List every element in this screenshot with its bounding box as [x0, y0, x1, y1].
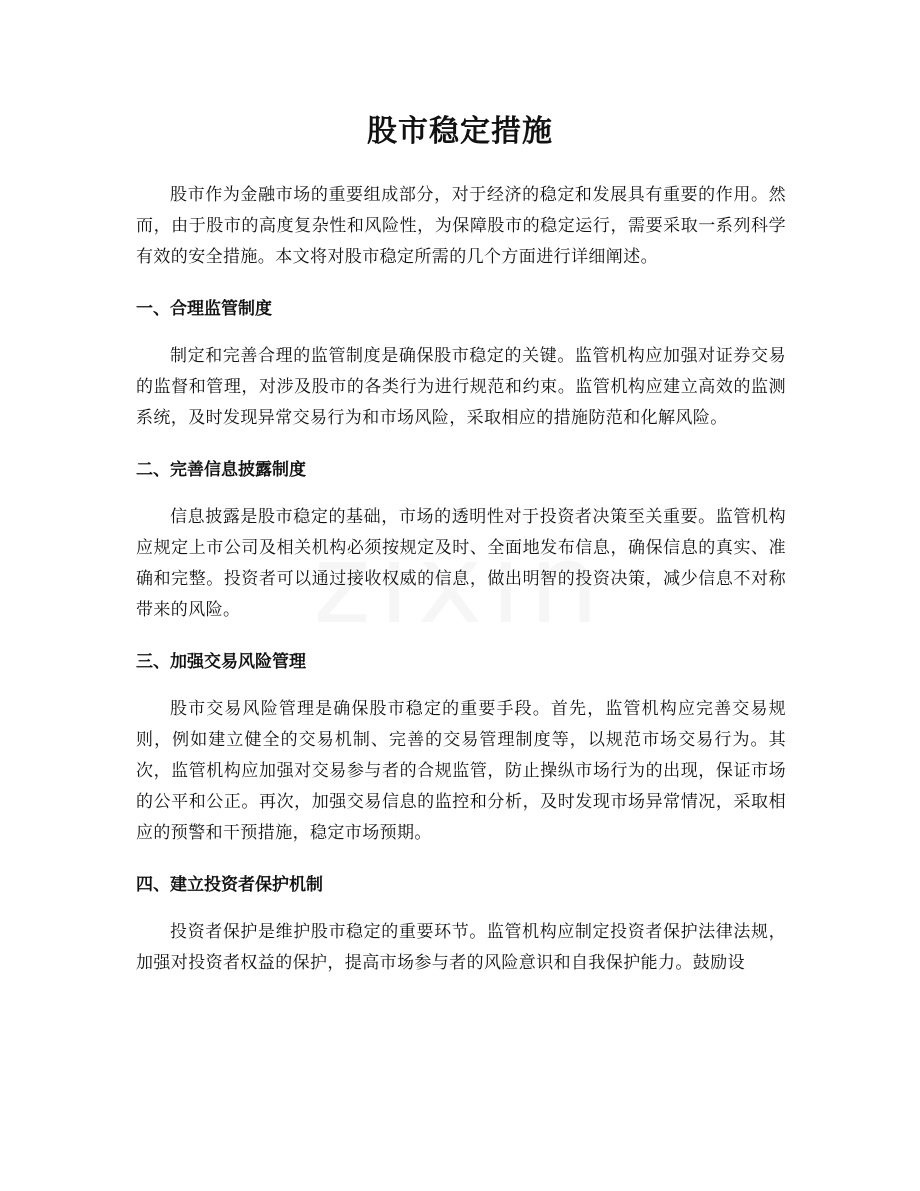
- section-body-2: 信息披露是股市稳定的基础，市场的透明性对于投资者决策至关重要。监管机构应规定上市公司及相关机构必须按规定及时、全面地发布信息，确保信息的真实、准确和完整。投资者可以通过接收权威的信息，做出明智的投资决策，减少信息不对称带来的风险。: [136, 507, 786, 620]
- section-heading-1: 一、合理监管制度: [136, 299, 272, 319]
- page-title: 股市稳定措施: [367, 114, 553, 149]
- section-body-3: 股市交易风险管理是确保股市稳定的重要手段。首先，监管机构应完善交易规则，例如建立健全的交易机制、完善的交易管理制度等，以规范市场交易行为。其次，监管机构应加强对交易参与者的合规监管，防止操纵市场行为的出现，保证市场的公平和公正。再次，加强交易信息的监控和分析，及时发现市场异常情况，采取相应的预警和干预措施，稳定市场预期。: [136, 699, 786, 843]
- document-body: [136, 180, 786, 979]
- section-heading-3: 三、加强交易风险管理: [136, 652, 306, 672]
- intro-paragraph: 股市作为金融市场的重要组成部分，对于经济的稳定和发展具有重要的作用。然而，由于股市的高度复杂性和风险性，为保障股市的稳定运行，需要采取一系列科学有效的安全措施。本文将对股市稳定所需的几个方面进行详细阐述。: [136, 185, 786, 267]
- section-body-4: 投资者保护是维护股市稳定的重要环节。监管机构应制定投资者保护法律法规，加强对投资者权益的保护，提高市场参与者的风险意识和自我保护能力。鼓励设: [136, 922, 786, 973]
- section-heading-2: 二、完善信息披露制度: [136, 460, 306, 480]
- section-body-1: 制定和完善合理的监管制度是确保股市稳定的关键。监管机构应加强对证券交易的监督和管理，对涉及股市的各类行为进行规范和约束。监管机构应建立高效的监测系统，及时发现异常交易行为和市场风险，采取相应的措施防范和化解风险。: [136, 346, 786, 428]
- section-heading-4: 四、建立投资者保护机制: [136, 875, 323, 895]
